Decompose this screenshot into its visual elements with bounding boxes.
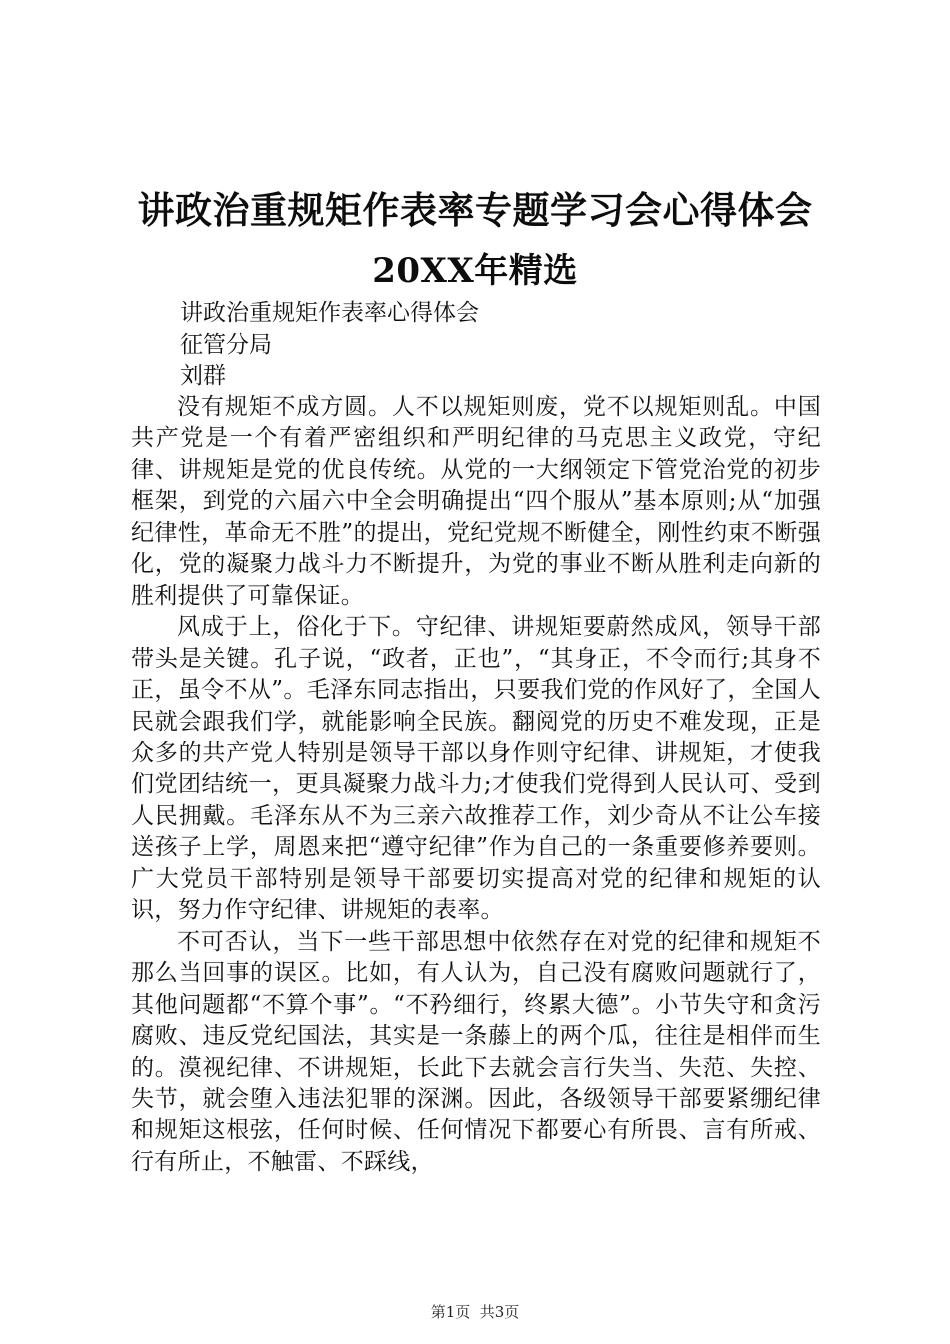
page-footer xyxy=(0,1302,950,1322)
document-department: 征管分局 xyxy=(180,332,272,358)
document-subtitle: 讲政治重规矩作表率心得体会 xyxy=(180,300,479,326)
page-number-label: 第1页 共3页 xyxy=(430,1303,520,1321)
body-paragraph-3: 不可否认，当下一些干部思想中依然存在对党的纪律和规矩不那么当回事的误区。比如，有人认为，自己没有腐败问题就行了，其他问题都“不算个事”。“不矜细行，终累大德”。小节失守和贪污腐败、违反党纪国法，其实是一条藤上的两个瓜，往往是相伴而生的。漠视纪律、不讲规矩，长此下去就会言行失当、失范、失控、失节，就会堕入违法犯罪的深渊。因此，各级领导干部要紧绷纪律和规矩这根弦，任何时候、任何情况下都要心有所畏、言有所戒、行有所止，不触雷、不踩线， xyxy=(131,928,821,1175)
document-author: 刘群 xyxy=(180,363,226,389)
document-title-line-1: 讲政治重规矩作表率专题学习会心得体会 xyxy=(137,188,813,232)
body-paragraph-1: 没有规矩不成方圆。人不以规矩则废，党不以规矩则乱。中国共产党是一个有着严密组织和严明纪律的马克思主义政党，守纪律、讲规矩是党的优良传统。从党的一大纲领定下管党治党的初步框架，到党的六届六中全会明确提出“四个服从”基本原则;从“加强纪律性，革命无不胜”的提出，党纪党规不断健全，刚性约束不断强化，党的凝聚力战斗力不断提升，为党的事业不断从胜利走向新的胜利提供了可靠保证。 xyxy=(131,394,821,609)
body-paragraph-2: 风成于上，俗化于下。守纪律、讲规矩要蔚然成风，领导干部带头是关键。孔子说，“政者，正也”，“其身正，不令而行;其身不正，虽令不从”。毛泽东同志指出，只要我们党的作风好了，全国人民就会跟我们学，就能影响全民族。翻阅党的历史不难发现，正是众多的共产党人特别是领导干部以身作则守纪律、讲规矩，才使我们党团结统一，更具凝聚力战斗力;才使我们党得到人民认可、受到人民拥戴。毛泽东从不为三亲六故推荐工作，刘少奇从不让公车接送孩子上学，周恩来把“遵守纪律”作为自己的一条重要修养要则。广大党员干部特别是领导干部要切实提高对党的纪律和规矩的认识，努力作守纪律、讲规矩的表率。 xyxy=(131,614,821,924)
document-title-line-2: 20XX年精选 xyxy=(372,251,578,291)
document-body xyxy=(131,392,821,1178)
